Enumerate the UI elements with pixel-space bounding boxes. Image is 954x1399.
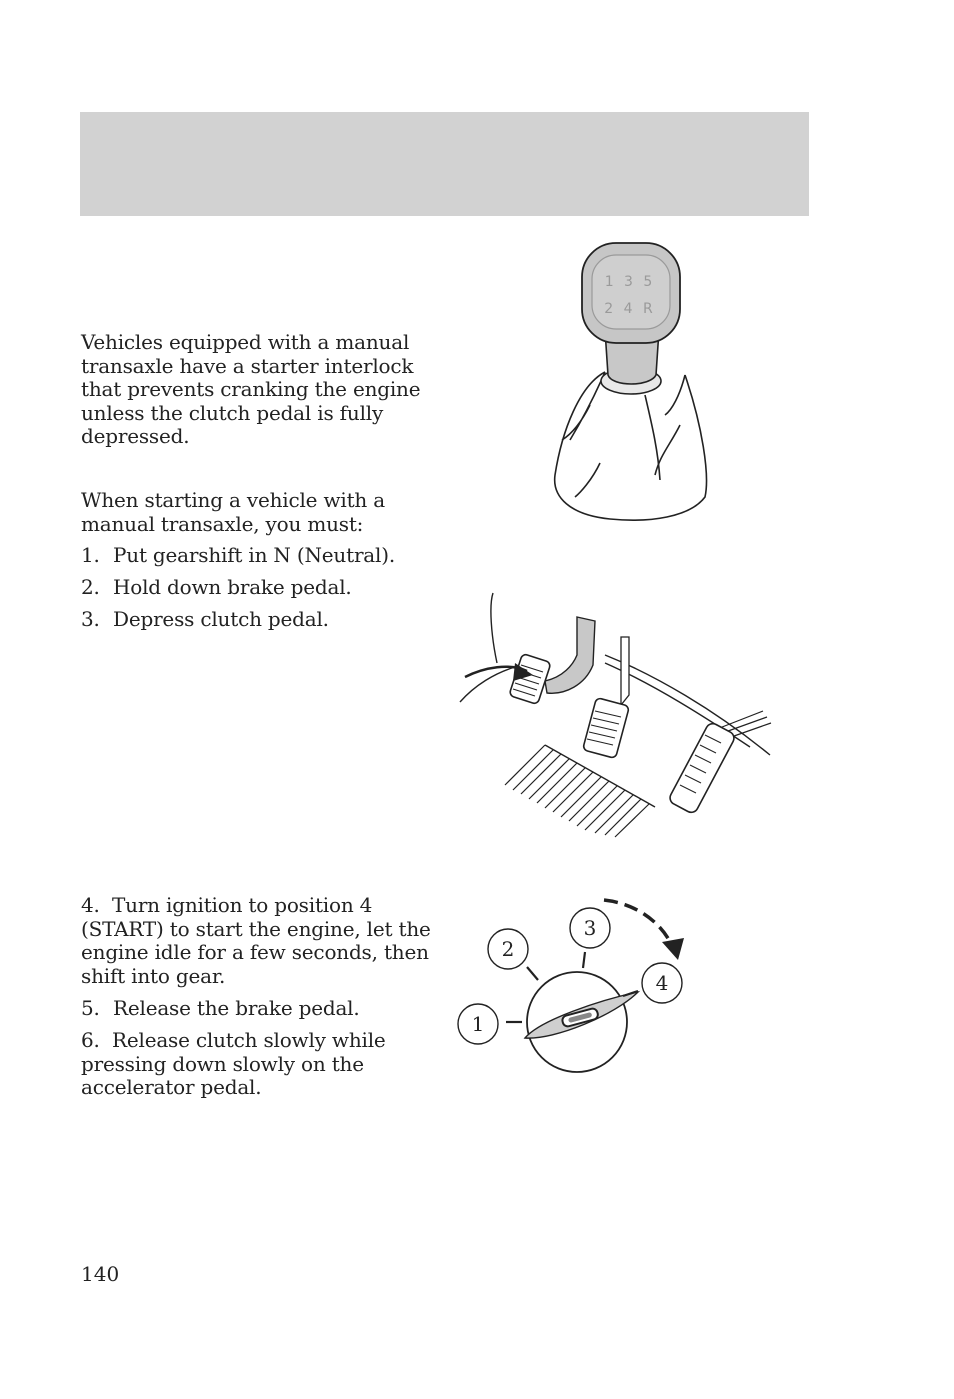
ignition-illustration [450, 890, 700, 1080]
gear-bottom-row: 2 4 R [604, 301, 656, 317]
step-text: Depress clutch pedal. [113, 607, 329, 631]
step-number: 5. [81, 996, 100, 1020]
step-3 [81, 608, 329, 632]
step-number: 3. [81, 607, 100, 631]
step-1 [81, 544, 395, 568]
paragraph-intro: When starting a vehicle with a manual transaxle, you must: [81, 488, 385, 536]
svg-text:4: 4 [655, 971, 669, 995]
paragraph-step-4: 4. Turn ignition to position 4 (START) to start the engine, let the engine idle for a few seconds, then shift into gear. [81, 893, 431, 988]
page-number: 140 [81, 1262, 120, 1286]
step-number: 2. [81, 575, 100, 599]
step-5 [81, 997, 360, 1021]
step-text: Put gearshift in N (Neutral). [113, 543, 395, 567]
svg-text:3: 3 [583, 916, 597, 940]
paragraph-interlock: Vehicles equipped with a manual transaxle have a starter interlock that prevents cranking the engine unless the clutch pedal is fully depressed. [81, 330, 421, 448]
paragraph-step-6: 6. Release clutch slowly while pressing down slowly on the accelerator pedal. [81, 1028, 386, 1099]
gear-shifter-illustration [540, 235, 715, 525]
header-band [80, 112, 809, 216]
start-direction-arrow [604, 900, 673, 948]
svg-text:2: 2 [501, 937, 515, 961]
step-text: Hold down brake pedal. [113, 575, 352, 599]
step-text: Release the brake pedal. [113, 996, 360, 1020]
svg-text:1: 1 [471, 1012, 485, 1036]
gear-top-row: 1 3 5 [604, 274, 656, 290]
pedals-illustration [455, 585, 775, 840]
step-2 [81, 576, 352, 600]
step-number: 1. [81, 543, 100, 567]
